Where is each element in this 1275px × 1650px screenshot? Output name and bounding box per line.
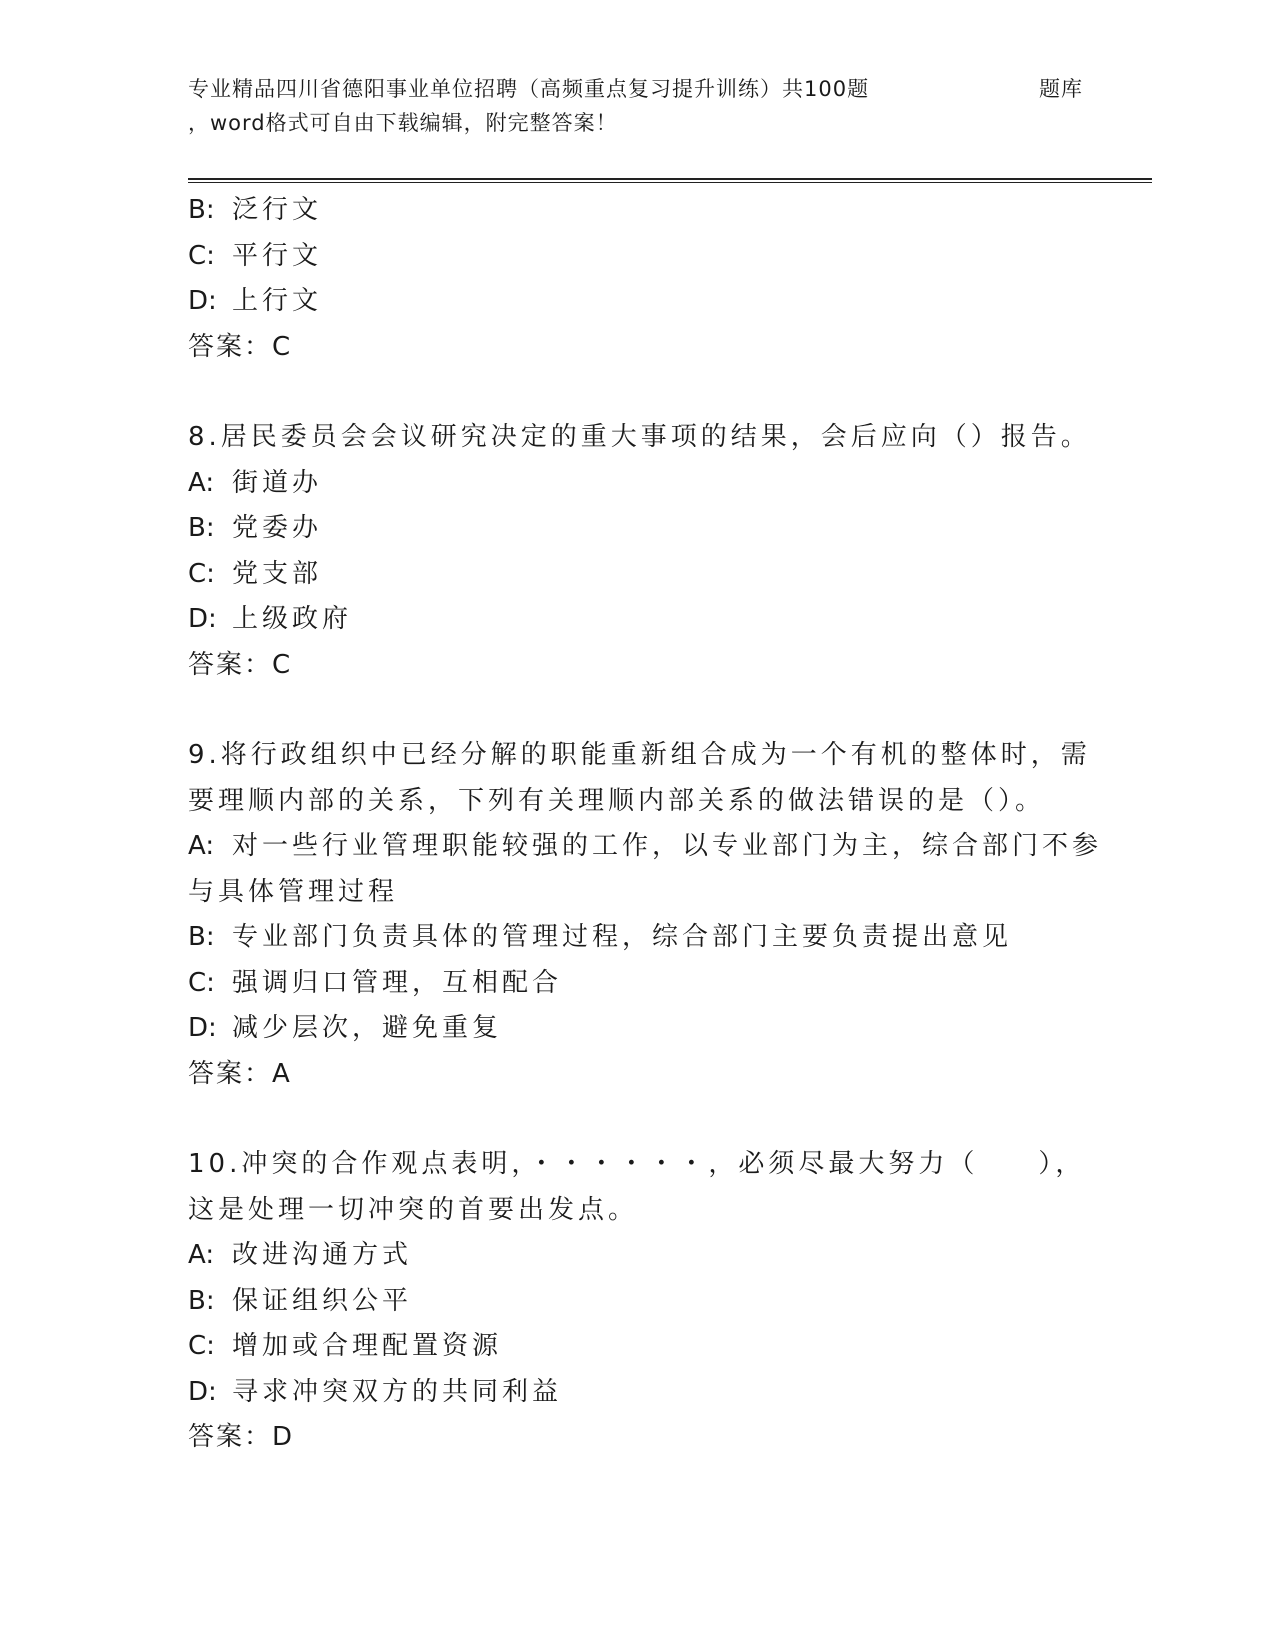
option-c: C: 增加或合理配置资源 <box>188 1331 503 1361</box>
question-stem-line: 这是处理一切冲突的首要出发点。 <box>188 1194 639 1225</box>
option-b: B: 泛行文 <box>188 195 323 225</box>
option-c: C: 平行文 <box>188 240 323 271</box>
question-stem-line: 要理顺内部的关系，下列有关理顺内部关系的做法错误的是（）。 <box>188 785 1046 816</box>
answer: 答案：D <box>188 1422 295 1452</box>
option-b: B: 党委办 <box>188 513 323 543</box>
option-a: A: 改进沟通方式 <box>188 1240 413 1270</box>
question-stem-line: 10.冲突的合作观点表明，・・・・・・，必须尽最大努力（ ）， <box>188 1149 1086 1179</box>
option-d: D: 减少层次，避免重复 <box>188 1013 503 1043</box>
option-c: C: 强调归口管理，互相配合 <box>188 967 563 998</box>
question-9 <box>188 733 1103 1097</box>
answer: 答案：C <box>188 331 293 362</box>
answer: 答案：C <box>188 649 293 680</box>
option-b: B: 专业部门负责具体的管理过程，综合部门主要负责提出意见 <box>188 922 1013 952</box>
question-7-tail <box>188 188 1088 370</box>
question-stem-line: 9.将行政组织中已经分解的职能重新组合成为一个有机的整体时，需 <box>188 740 1091 770</box>
question-8 <box>188 415 1091 688</box>
question-10 <box>188 1142 1088 1461</box>
option-a: A: 对一些行业管理职能较强的工作，以专业部门为主，综合部门不参 <box>188 831 1103 861</box>
option-c: C: 党支部 <box>188 558 323 589</box>
option-a: A: 街道办 <box>188 467 323 498</box>
header-divider <box>188 178 1152 183</box>
answer: 答案：A <box>188 1058 292 1089</box>
header-title-row <box>188 72 1083 106</box>
option-d: D: 寻求冲突双方的共同利益 <box>188 1376 563 1407</box>
option-d: D: 上级政府 <box>188 604 353 634</box>
option-a-continuation: 与具体管理过程 <box>188 876 399 907</box>
option-b: B: 保证组织公平 <box>188 1285 413 1316</box>
header-tag: 题库 <box>1039 77 1083 101</box>
document-header <box>188 72 1148 140</box>
header-subtitle: ，word格式可自由下载编辑，附完整答案！ <box>188 111 618 135</box>
question-content <box>188 188 1103 1461</box>
question-stem: 8.居民委员会会议研究决定的重大事项的结果，会后应向（）报告。 <box>188 422 1091 452</box>
option-d: D: 上行文 <box>188 286 323 316</box>
header-title: 专业精品四川省德阳事业单位招聘（高频重点复习提升训练）共100题 <box>188 77 870 101</box>
